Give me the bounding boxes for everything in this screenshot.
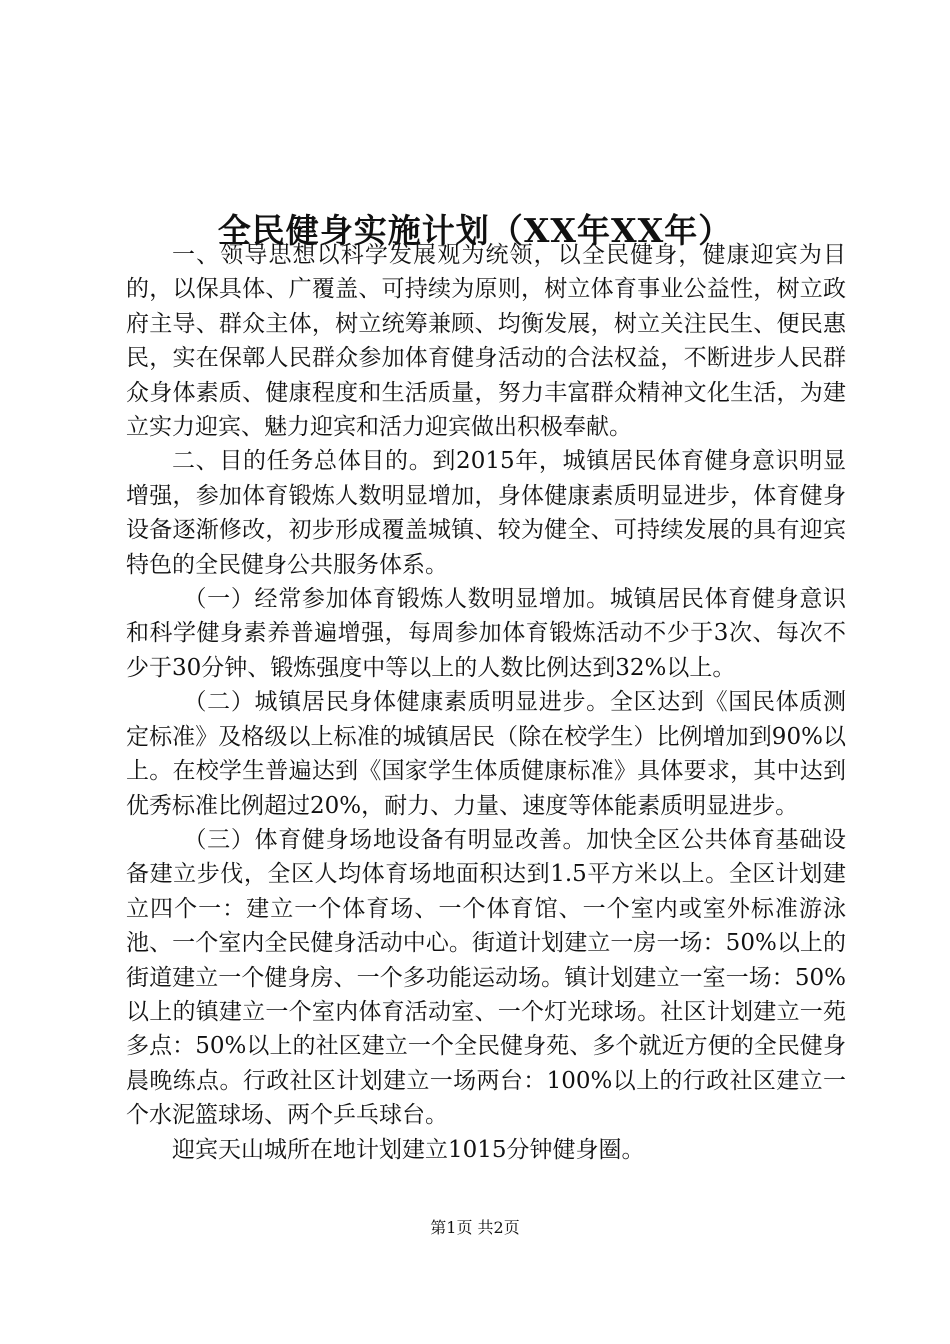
- paragraph-guiding-ideology: 一、领导思想以科学发展观为统领，以全民健身，健康迎宾为目的，以保具体、广覆盖、可持续为原则，树立体育事业公益性，树立政府主导、群众主体，树立统筹兼顾、均衡发展，树立关注民生、便民惠民，实在保鄣人民群众参加体育健身活动的合法权益，不断进步人民群众身体素质、健康程度和生活质量，努力丰富群众精神文化生活，为建立实力迎宾、魅力迎宾和活力迎宾做出积极奉献。: [126, 242, 846, 441]
- paragraph-fitness-circle: 迎宾天山城所在地计划建立1015分钟健身圈。: [172, 1136, 645, 1163]
- document-body: [126, 238, 846, 1167]
- paragraph-health-fitness: （二）城镇居民身体健康素质明显进步。全区达到《国民体质测定标准》及格级以上标准的城镇居民（除在校学生）比例增加到90%以上。在校学生普遍达到《国家学生体质健康标准》具体要求，其中达到优秀标准比例超过20%，耐力、力量、速度等体能素质明显进步。: [126, 689, 846, 819]
- paragraph-goals-tasks: 二、目的任务总体目的。到2015年，城镇居民体育健身意识明显增强，参加体育锻炼人数明显增加，身体健康素质明显进步，体育健身设备逐渐修改，初步形成覆盖城镇、较为健全、可持续发展的具有迎宾特色的全民健身公共服务体系。: [126, 448, 846, 578]
- paragraph-facilities: （三）体育健身场地设备有明显改善。加快全区公共体育基础设备建立步伐，全区人均体育场地面积达到1.5平方米以上。全区计划建立四个一：建立一个体育场、一个体育馆、一个室内或室外标准游泳池、一个室内全民健身活动中心。街道计划建立一房一场：50%以上的街道建立一个健身房、一个多功能运动场。镇计划建立一室一场：50%以上的镇建立一个室内体育活动室、一个灯光球场。社区计划建立一苑多点：50%以上的社区建立一个全民健身苑、多个就近方便的全民健身晨晚练点。行政社区计划建立一场两台：100%以上的行政社区建立一个水泥篮球场、两个乒乓球台。: [126, 826, 846, 1129]
- paragraph-exercise-participation: （一）经常参加体育锻炼人数明显增加。城镇居民体育健身意识和科学健身素养普遍增强，每周参加体育锻炼活动不少于3次、每次不少于30分钟、锻炼强度中等以上的人数比例达到32%以上。: [126, 586, 846, 681]
- document-title: 全民健身实施计划（XX年XX年）: [217, 211, 733, 251]
- page-number-footer: 第1页 共2页: [430, 1218, 520, 1237]
